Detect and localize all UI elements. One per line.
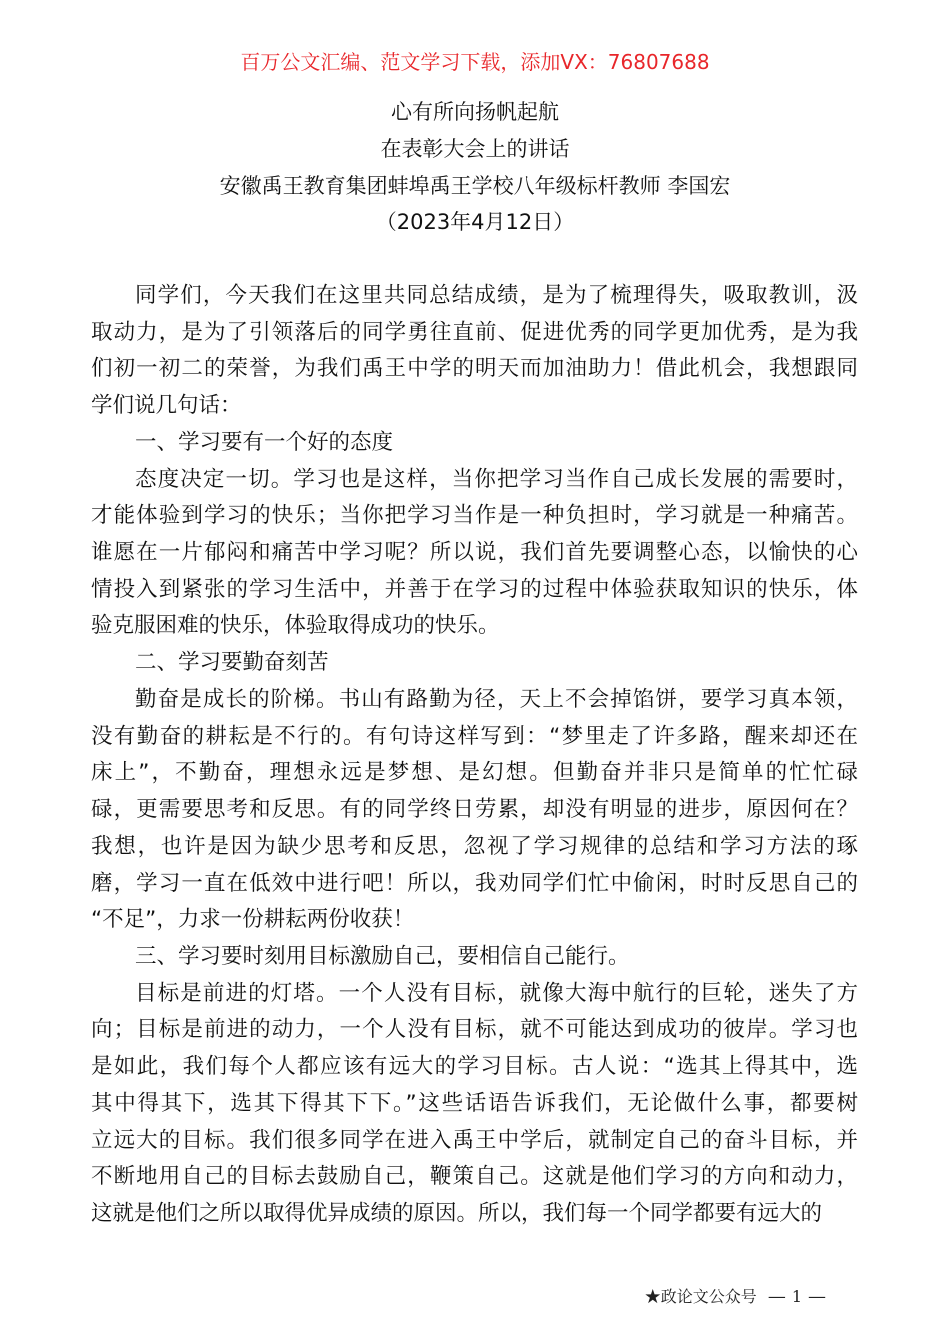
body-text-line: 是如此，我们每个人都应该有远大的学习目标。古人说：“选其上得其中，选 <box>91 1054 858 1080</box>
body-text-line: 们初一初二的荣誉，为我们禹王中学的明天而加油助力！借此机会，我想跟同 <box>91 356 858 382</box>
body-text-line: 态度决定一切。学习也是这样，当你把学习当作自己成长发展的需要时， <box>135 466 858 492</box>
body-text-line: 情投入到紧张的学习生活中，并善于在学习的过程中体验获取知识的快乐，体 <box>91 576 858 602</box>
body-text-line: 我想，也许是因为缺少思考和反思，忽视了学习规律的总结和学习方法的琢 <box>91 833 858 859</box>
document-subtitle: 在表彰大会上的讲话 <box>380 137 570 161</box>
body-text-line: 磨，学习一直在低效中进行吧！所以，我劝同学们忙中偷闲，时时反思自己的 <box>91 870 858 896</box>
body-text-line: 其中得其下，选其下得其下下。”这些话语告诉我们，无论做什么事，都要树 <box>91 1090 858 1116</box>
footer-source: ★政论文公众号 <box>644 1287 757 1306</box>
body-text-line: 学们说几句话： <box>91 393 242 419</box>
section-heading: 三、学习要时刻用目标激励自己，要相信自己能行。 <box>135 943 630 969</box>
body-text-line: 碌，更需要思考和反思。有的同学终日劳累，却没有明显的进步，原因何在？ <box>91 797 858 823</box>
body-text-line: “不足”，力求一份耕耘两份收获！ <box>91 907 415 933</box>
body-text-line: 验克服困难的快乐，体验取得成功的快乐。 <box>91 613 500 639</box>
body-text-line: 同学们，今天我们在这里共同总结成绩，是为了梳理得失，吸取教训，汲 <box>135 283 858 308</box>
body-text-line: 向；目标是前进的动力，一个人没有目标，就不可能达到成功的彼岸。学习也 <box>91 1017 858 1043</box>
body-text-line: 不断地用自己的目标去鼓励自己，鞭策自己。这就是他们学习的方向和动力， <box>91 1164 858 1190</box>
body-text-line: 谁愿在一片郁闷和痛苦中学习呢？所以说，我们首先要调整心态，以愉快的心 <box>91 540 858 566</box>
section-heading: 二、学习要勤奋刻苦 <box>135 650 329 676</box>
body-text-line: 床上”，不勤奋，理想永远是梦想、是幻想。但勤奋并非只是简单的忙忙碌 <box>91 760 858 786</box>
footer-dash-left: — <box>767 1286 786 1307</box>
body-text-line: 这就是他们之所以取得优异成绩的原因。所以，我们每一个同学都要有远大的 <box>91 1201 823 1226</box>
body-text-line: 目标是前进的灯塔。一个人没有目标，就像大海中航行的巨轮，迷失了方 <box>135 980 858 1006</box>
body-text-line: 勤奋是成长的阶梯。书山有路勤为径，天上不会掉馅饼，要学习真本领， <box>135 686 858 712</box>
footer-dash-right: — <box>808 1286 826 1307</box>
body-text-line: 立远大的目标。我们很多同学在进入禹王中学后，就制定自己的奋斗目标，并 <box>91 1127 858 1153</box>
section-heading: 一、学习要有一个好的态度 <box>135 429 394 455</box>
watermark-banner: 百万公文汇编、范文学习下载，添加VX：76807688 <box>240 50 710 74</box>
speech-date: （2023年4月12日） <box>375 210 575 234</box>
body-text-line: 没有勤奋的耕耘是不行的。有句诗这样写到：“梦里走了许多路，醒来却还在 <box>91 723 858 749</box>
body-text-line: 才能体验到学习的快乐；当你把学习当作是一种负担时，学习就是一种痛苦。 <box>91 503 858 529</box>
document-title: 心有所向扬帆起航 <box>391 100 559 124</box>
page-number: 1 <box>791 1287 802 1306</box>
page-footer <box>645 1284 832 1307</box>
body-text-line: 取动力，是为了引领落后的同学勇往直前、促进优秀的同学更加优秀，是为我 <box>91 319 858 345</box>
speaker-line: 安徽禹王教育集团蚌埠禹王学校八年级标杆教师 李国宏 <box>219 174 731 198</box>
